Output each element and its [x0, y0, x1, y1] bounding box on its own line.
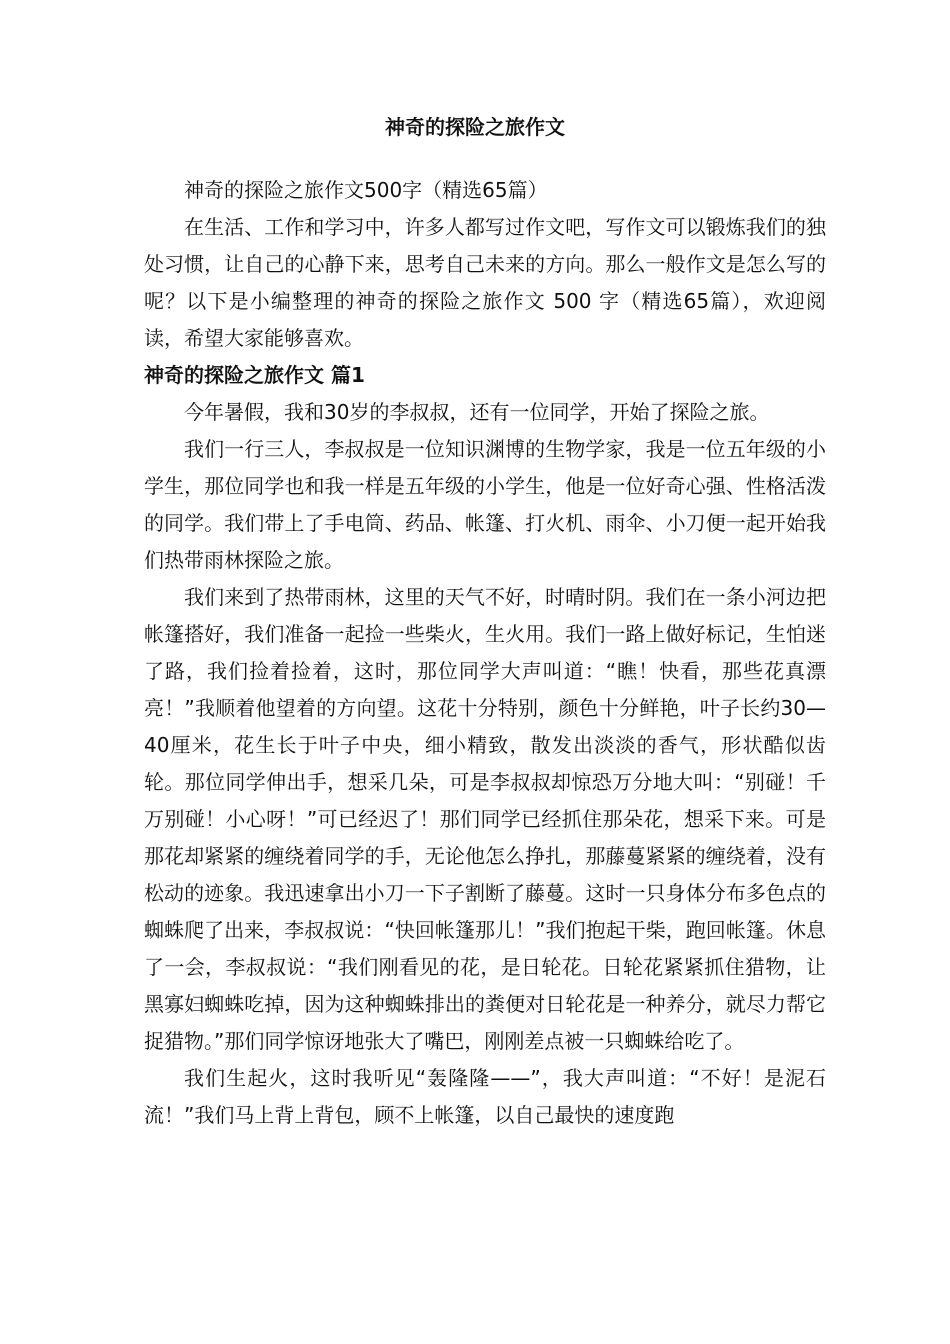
document-title: 神奇的探险之旅作文 — [385, 115, 565, 139]
document-body — [144, 172, 826, 1134]
document-subtitle: 神奇的探险之旅作文500字（精选65篇） — [184, 178, 548, 202]
section-heading: 神奇的探险之旅作文 篇1 — [144, 363, 365, 387]
body-paragraph: 我们生起火，这时我听见“轰隆隆——”，我大声叫道：“不好！是泥石流！”我们马上背上背包，顾不上帐篷，以自己最快的速度跑 — [144, 1066, 826, 1127]
body-paragraph: 今年暑假，我和30岁的李叔叔，还有一位同学，开始了探险之旅。 — [184, 400, 770, 424]
intro-paragraph: 在生活、工作和学习中，许多人都写过作文吧，写作文可以锻炼我们的独处习惯，让自己的心静下来，思考自己未来的方向。那么一般作文是怎么写的呢？以下是小编整理的神奇的探险之旅作文 500 字（精选65篇），欢迎阅读，希望大家能够喜欢。 — [144, 215, 826, 350]
body-paragraph: 我们来到了热带雨林，这里的天气不好，时晴时阴。我们在一条小河边把帐篷搭好，我们准备一起捡一些柴火，生火用。我们一路上做好标记，生怕迷了路，我们捡着捡着，这时，那位同学大声叫道：“瞧！快看，那些花真漂亮！”我顺着他望着的方向望。这花十分特别，颜色十分鲜艳，叶子长约30—40厘米，花生长于叶子中央，细小精致，散发出淡淡的香气，形状酷似齿轮。那位同学伸出手，想采几朵，可是李叔叔却惊恐万分地大叫：“别碰！千万别碰！小心呀！”可已经迟了！那们同学已经抓住那朵花，想采下来。可是那花却紧紧的缠绕着同学的手，无论他怎么挣扎，那藤蔓紧紧的缠绕着，没有松动的迹象。我迅速拿出小刀一下子割断了藤蔓。这时一只身体分布多色点的蜘蛛爬了出来，李叔叔说：“快回帐篷那儿！”我们抱起干柴，跑回帐篷。休息了一会，李叔叔说：“我们刚看见的花，是日轮花。日轮花紧紧抓住猎物，让黑寡妇蜘蛛吃掉，因为这种蜘蛛排出的粪便对日轮花是一种养分，就尽力帮它捉猎物。”那们同学惊讶地张大了嘴巴，刚刚差点被一只蜘蛛给吃了。 — [144, 585, 826, 1053]
body-paragraph: 我们一行三人，李叔叔是一位知识渊博的生物学家，我是一位五年级的小学生，那位同学也和我一样是五年级的小学生，他是一位好奇心强、性格活泼的同学。我们带上了手电筒、药品、帐篷、打火机、雨伞、小刀便一起开始我们热带雨林探险之旅。 — [144, 437, 826, 572]
